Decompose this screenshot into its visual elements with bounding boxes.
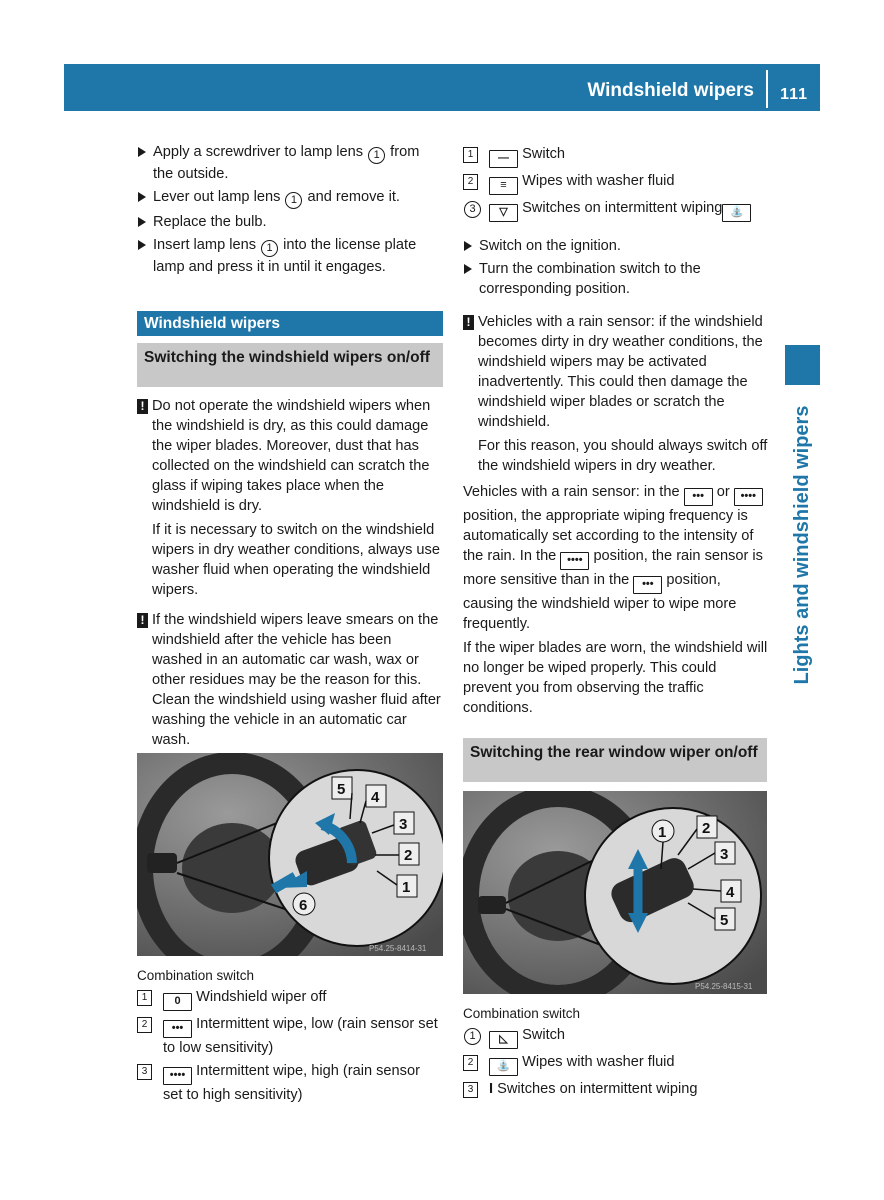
header-divider: [766, 70, 768, 108]
svg-text:5: 5: [720, 912, 729, 929]
figure-caption: Combination switch: [137, 968, 255, 983]
right-warning: [463, 312, 769, 718]
right-bullets: [463, 236, 769, 299]
warning-icon: !: [137, 399, 148, 414]
left-legend: [137, 987, 443, 1108]
legend-item: 3 ▽ Switches on intermittent wiping ⛲: [463, 198, 769, 222]
warning-note: ! If the windshield wipers leave smears on the windshield after the vehicle has been washed in an automatic car wash, wax or other residues may be the reason for this. Clean the windshield using washer fluid after washing the vehicle in an automatic car wash.: [137, 610, 443, 750]
combination-switch-photo: [137, 753, 443, 956]
steering-wheel-illustration: [463, 791, 767, 994]
continuous-slow-icon: —: [489, 150, 518, 168]
rain-sensor-paragraph: Vehicles with a rain sensor: in the ••• or •••• position, the appropriate wiping frequency is automatically set according to the intensity of the rain. In the •••• position, the rain sensor is more sensitive than in the ••• position, causing the windshield wiper to wipe more frequently.: [463, 484, 763, 632]
washer-fluid-icon: ⛲: [722, 204, 751, 222]
legend-item: 1 0 Windshield wiper off: [137, 987, 443, 1011]
warning-icon: !: [463, 315, 474, 330]
bullet-item: Turn the combination switch to the corresponding position.: [463, 259, 769, 299]
bullet-item: Replace the bulb.: [137, 212, 443, 232]
legend-item: 2 ≡ Wipes with washer fluid: [463, 171, 769, 195]
svg-text:1: 1: [658, 824, 667, 841]
rear-wiper-switch-photo: [463, 791, 767, 994]
bullet-item: Lever out lamp lens 1 and remove it.: [137, 187, 443, 209]
warning-icon: !: [137, 613, 148, 628]
svg-text:P54.25-8415-31: P54.25-8415-31: [695, 982, 753, 991]
legend-item: 3 •••• Intermittent wipe, high (rain sensor set to high sensitivity): [137, 1061, 443, 1105]
intermittent-high-icon: ••••: [560, 552, 589, 570]
svg-text:4: 4: [726, 884, 735, 901]
bullet-item: Insert lamp lens 1 into the license plate lamp and press it in until it engages.: [137, 235, 443, 277]
subsection-title: Switching the rear window wiper on/off: [463, 738, 767, 782]
single-wipe-icon: ▽: [489, 204, 518, 222]
svg-text:3: 3: [399, 816, 408, 833]
off-key-icon: 0: [163, 993, 192, 1011]
subsection-title: Switching the windshield wipers on/off: [137, 343, 443, 387]
warning-note: ! Vehicles with a rain sensor: if the windshield becomes dirty in dry weather conditions, the windshield wipers may be activated inadvertently. This could then damage the windshield wiper blades or scratch the windshield. For this reason, you should always switch off the windshield wipers in dry weather.: [463, 312, 769, 476]
rear-wiper-switch-icon: ◺: [489, 1031, 518, 1049]
intermittent-bar-icon: I: [489, 1081, 494, 1097]
legend-item: 1 ◺ Switch: [463, 1025, 769, 1049]
svg-text:6: 6: [299, 897, 308, 914]
header-title: Windshield wipers: [587, 80, 754, 101]
left-warnings: [137, 396, 443, 750]
legend-item: 2 ⛲ Wipes with washer fluid: [463, 1052, 769, 1076]
page-header: [64, 64, 820, 111]
svg-text:3: 3: [720, 846, 729, 863]
intermittent-high-icon: ••••: [163, 1067, 192, 1085]
svg-text:5: 5: [337, 781, 346, 798]
intermittent-low-icon: •••: [684, 488, 713, 506]
left-bullets: [137, 142, 443, 277]
worn-blades-paragraph: If the wiper blades are worn, the windshield will no longer be wiped properly. This could prevent you from observing the traffic conditions.: [463, 640, 768, 716]
intermittent-high-icon: ••••: [734, 488, 763, 506]
continuous-fast-icon: ≡: [489, 177, 518, 195]
bullet-item: Switch on the ignition.: [463, 236, 769, 256]
svg-text:2: 2: [702, 820, 711, 837]
side-tab-marker: [785, 345, 820, 385]
steering-wheel-illustration: [137, 753, 443, 956]
intermittent-low-icon: •••: [633, 576, 662, 594]
figure-caption: Combination switch: [463, 1006, 581, 1021]
section-title: Windshield wipers: [137, 311, 443, 336]
svg-text:4: 4: [371, 789, 380, 806]
warning-note: ! Do not operate the windshield wipers when the windshield is dry, as this could damage the wiper blades. Moreover, dust that has collected on the windshield can scratch the glass if wiping takes place when the windshield is dry. If it is necessary to switch on the windshield wipers in dry weather conditions, always use washer fluid when operating the windshield wipers.: [137, 396, 443, 600]
legend-item: 2 ••• Intermittent wipe, low (rain sensor set to low sensitivity): [137, 1014, 443, 1058]
page-number: 111: [780, 86, 808, 103]
legend-item: 3 I Switches on intermittent wiping: [463, 1079, 769, 1099]
bullet-item: Apply a screwdriver to lamp lens 1 from the outside.: [137, 142, 443, 184]
legend-item: 1 — Switch: [463, 144, 769, 168]
intermittent-low-icon: •••: [163, 1020, 192, 1038]
right-legend-top: [463, 144, 769, 225]
right-legend-bottom: [463, 1025, 769, 1102]
side-tab-label: Lights and windshield wipers: [791, 405, 813, 685]
washer-fluid-icon: ⛲: [489, 1058, 518, 1076]
svg-text:1: 1: [402, 879, 411, 896]
svg-text:P54.25-8414-31: P54.25-8414-31: [369, 944, 427, 953]
svg-text:2: 2: [404, 847, 413, 864]
